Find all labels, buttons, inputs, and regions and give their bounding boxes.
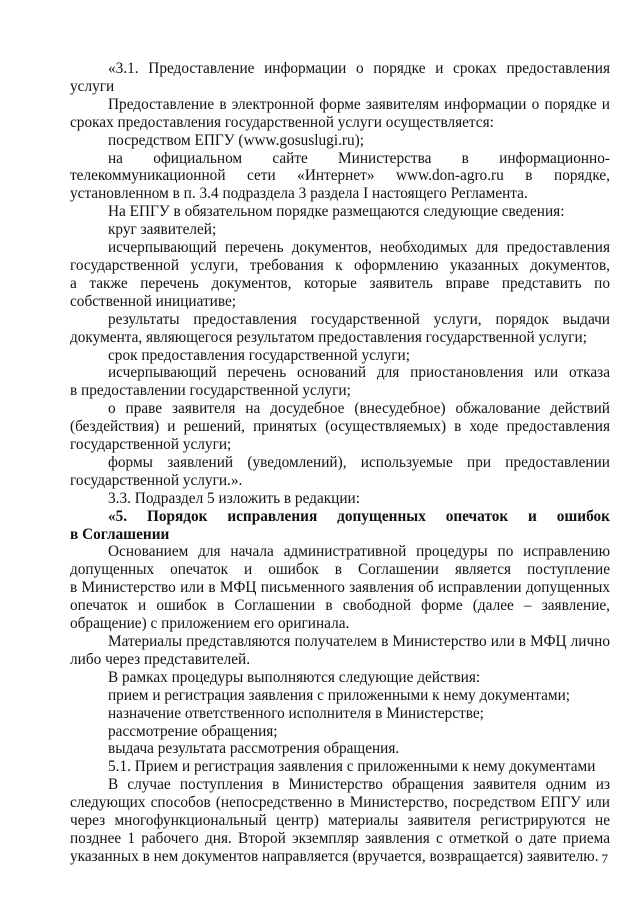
list-item-issue-result: выдача результата рассмотрения обращения. bbox=[108, 740, 400, 758]
line: В случае поступления в Министерство обращения заявителя одним из bbox=[108, 776, 610, 794]
line: либо через представителей. bbox=[70, 650, 251, 668]
line: (бездействия) и решений, принятых (осуществляемых) в ходе предоставления bbox=[70, 418, 610, 436]
paragraph-service-results bbox=[70, 311, 610, 347]
line: услуги bbox=[70, 77, 115, 95]
paragraph-5-1-heading: 5.1. Прием и регистрация заявления с приложенными к нему документами bbox=[108, 758, 596, 776]
paragraph-registration-terms bbox=[70, 776, 610, 866]
line: исчерпывающий перечень оснований для приостановления или отказа bbox=[108, 364, 610, 382]
line: позднее 1 рабочего дня. Второй экземпляр заявления с отметкой о дате приема bbox=[70, 829, 610, 847]
paragraph-service-term: срок предоставления государственной услуги; bbox=[108, 346, 410, 364]
paragraph-epgu-info-intro: На ЕПГУ в обязательном порядке размещаются следующие сведения: bbox=[108, 203, 565, 221]
paragraph-materials-submission bbox=[70, 633, 610, 669]
line: о праве заявителя на досудебное (внесудебное) обжалование действий bbox=[108, 400, 610, 418]
line: опечаток и ошибок в Соглашении в свободной форме (далее – заявление, bbox=[70, 597, 610, 615]
section-5-heading bbox=[70, 508, 610, 544]
list-item-review: рассмотрение обращения; bbox=[108, 722, 278, 740]
line: на официальном сайте Министерства в информационно- bbox=[108, 149, 610, 167]
paragraph-procedure-basis bbox=[70, 543, 610, 633]
paragraph-subsection-5-edit: 3.3. Подраздел 5 изложить в редакции: bbox=[108, 489, 360, 507]
line: Материалы представляются получателем в Министерство или в МФЦ лично bbox=[108, 633, 610, 650]
line: сроках предоставления государственной услуги осуществляется: bbox=[70, 113, 494, 131]
page-number: 7 bbox=[601, 851, 608, 866]
line: собственной инициативе; bbox=[70, 292, 237, 310]
line: документа, являющегося результатом предоставления государственной услуги; bbox=[70, 328, 587, 346]
line: Предоставление в электронной форме заявителям информации о порядке и bbox=[108, 95, 610, 113]
paragraph-procedure-actions: В рамках процедуры выполняются следующие действия: bbox=[108, 668, 481, 686]
paragraph-application-forms bbox=[70, 454, 610, 490]
line: а также перечень документов, которые заявитель вправе представить по bbox=[70, 274, 610, 292]
line: государственной услуги, требования к оформлению указанных документов, bbox=[70, 256, 610, 274]
line: следующих способов (непосредственно в Министерство, посредством ЕПГУ или bbox=[70, 794, 610, 812]
document-body bbox=[70, 60, 610, 866]
paragraph-refusal-grounds bbox=[70, 364, 610, 400]
line: государственной услуги.». bbox=[70, 471, 243, 489]
paragraph-electronic-info bbox=[70, 96, 610, 132]
line: исчерпывающий перечень документов, необходимых для предоставления bbox=[108, 239, 610, 257]
paragraph-3-1-heading bbox=[70, 60, 610, 96]
paragraph-official-site bbox=[70, 150, 610, 204]
paragraph-documents-list bbox=[70, 239, 610, 311]
list-item-assign-executor: назначение ответственного исполнителя в Министерстве; bbox=[108, 704, 484, 722]
line: государственной услуги; bbox=[70, 436, 232, 454]
line: результаты предоставления государственной услуги, порядок выдачи bbox=[108, 310, 610, 328]
line: в предоставлении государственной услуги; bbox=[70, 382, 351, 400]
line: допущенных опечаток и ошибок в Соглашении является поступление bbox=[70, 561, 610, 579]
paragraph-epgu-link: посредством ЕПГУ (www.gosuslugi.ru); bbox=[108, 131, 364, 149]
line: через многофункциональный центр) материалы заявителя регистрируются не bbox=[70, 812, 610, 830]
line: установленном в п. 3.4 подраздела 3 раздела I настоящего Регламента. bbox=[70, 185, 528, 203]
line: Основанием для начала административной процедуры по исправлению bbox=[108, 543, 610, 561]
paragraph-applicants: круг заявителей; bbox=[108, 221, 217, 239]
line: в Соглашении bbox=[70, 525, 170, 543]
line: указанных в нем документов направляется (вручается, возвращается) заявителю. bbox=[70, 847, 599, 865]
line: обращение) с приложением его оригинала. bbox=[70, 615, 350, 633]
line: формы заявлений (уведомлений), используемые при предоставлении bbox=[108, 453, 610, 471]
line: телекоммуникационной сети «Интернет» www.don-agro.ru в порядке, bbox=[70, 167, 610, 185]
line: в Министерство или в МФЦ письменного заявления об исправлении допущенных bbox=[70, 579, 610, 597]
line: «5. Порядок исправления допущенных опечаток и ошибок bbox=[108, 507, 610, 525]
paragraph-appeal-right bbox=[70, 400, 610, 454]
list-item-registration: прием и регистрация заявления с приложенными к нему документами; bbox=[108, 686, 571, 704]
line: «3.1. Предоставление информации о порядке и сроках предоставления bbox=[108, 60, 610, 77]
